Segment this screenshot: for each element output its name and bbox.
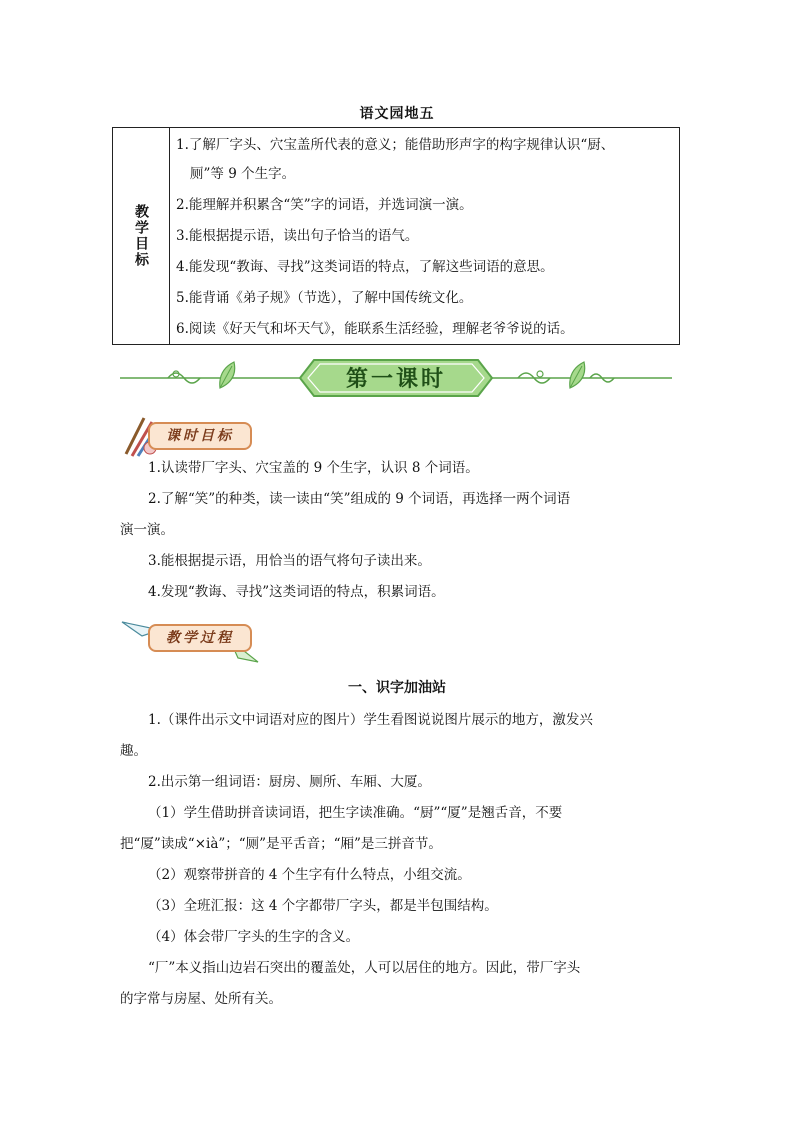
process-line: （2）观察带拼音的 4 个生字有什么特点，小组交流。 [148,867,471,883]
process-line: 1.（课件出示文中词语对应的图片）学生看图说说图片展示的地方，激发兴 [148,712,593,728]
lesson-goal-line: 演一演。 [120,522,174,538]
lesson-goal-line: 1.认读带厂字头、穴宝盖的 9 个生字，认识 8 个词语。 [148,460,479,476]
goal-line: 1.了解厂字头、穴宝盖所代表的意义；能借助形声字的构字规律认识“厨、 [176,137,615,153]
lesson-goals-tag [120,414,260,458]
goal-line: 6.阅读《好天气和坏天气》，能联系生活经验，理解老爷爷说的话。 [176,321,574,337]
teaching-goals-table [112,127,680,345]
goal-line: 厕”等 9 个生字。 [190,166,296,182]
process-line: （3）全班汇报：这 4 个字都带厂字头，都是半包围结构。 [148,898,498,914]
section-title: 一、识字加油站 [348,680,446,696]
lesson-banner [120,352,672,404]
goals-header-cell [113,128,170,344]
document-title: 语文园地五 [359,106,435,122]
lesson-goal-line: 2.了解“笑”的种类，读一读由“笑”组成的 9 个词语，再选择一两个词语 [148,491,571,507]
process-line: 把“厦”读成“×ià”；“厕”是平舌音；“厢”是三拼音节。 [120,836,442,852]
goal-line: 5.能背诵《弟子规》（节选），了解中国传统文化。 [176,290,473,306]
goals-header-label: 教学目标 [133,204,149,268]
goal-line: 4.能发现“教诲、寻找”这类词语的特点，了解这些词语的意思。 [176,259,554,275]
lesson-goal-line: 4.发现“教诲、寻找”这类词语的特点，积累词语。 [148,584,445,600]
banner-title: 第一课时 [345,366,447,392]
process-line: （4）体会带厂字头的生字的含义。 [148,929,360,945]
teaching-process-tag-label: 教学过程 [148,624,252,652]
process-line: “厂”本义指山边岩石突出的覆盖处，人可以居住的地方。因此，带厂字头 [148,960,581,976]
process-line: 趣。 [120,743,147,759]
process-line: 2.出示第一组词语：厨房、厕所、车厢、大厦。 [148,774,431,790]
goal-line: 3.能根据提示语，读出句子恰当的语气。 [176,228,419,244]
teaching-process-tag [120,614,260,664]
lesson-goal-line: 3.能根据提示语，用恰当的语气将句子读出来。 [148,553,431,569]
goal-line: 2.能理解并积累含“笑”字的词语，并选词演一演。 [176,197,473,213]
goals-body-cell [170,128,679,344]
process-line: 的字常与房屋、处所有关。 [120,991,282,1007]
lesson-goals-tag-label: 课时目标 [148,422,252,450]
process-line: （1）学生借助拼音读词语，把生字读准确。“厨”“厦”是翘舌音，不要 [148,805,563,821]
